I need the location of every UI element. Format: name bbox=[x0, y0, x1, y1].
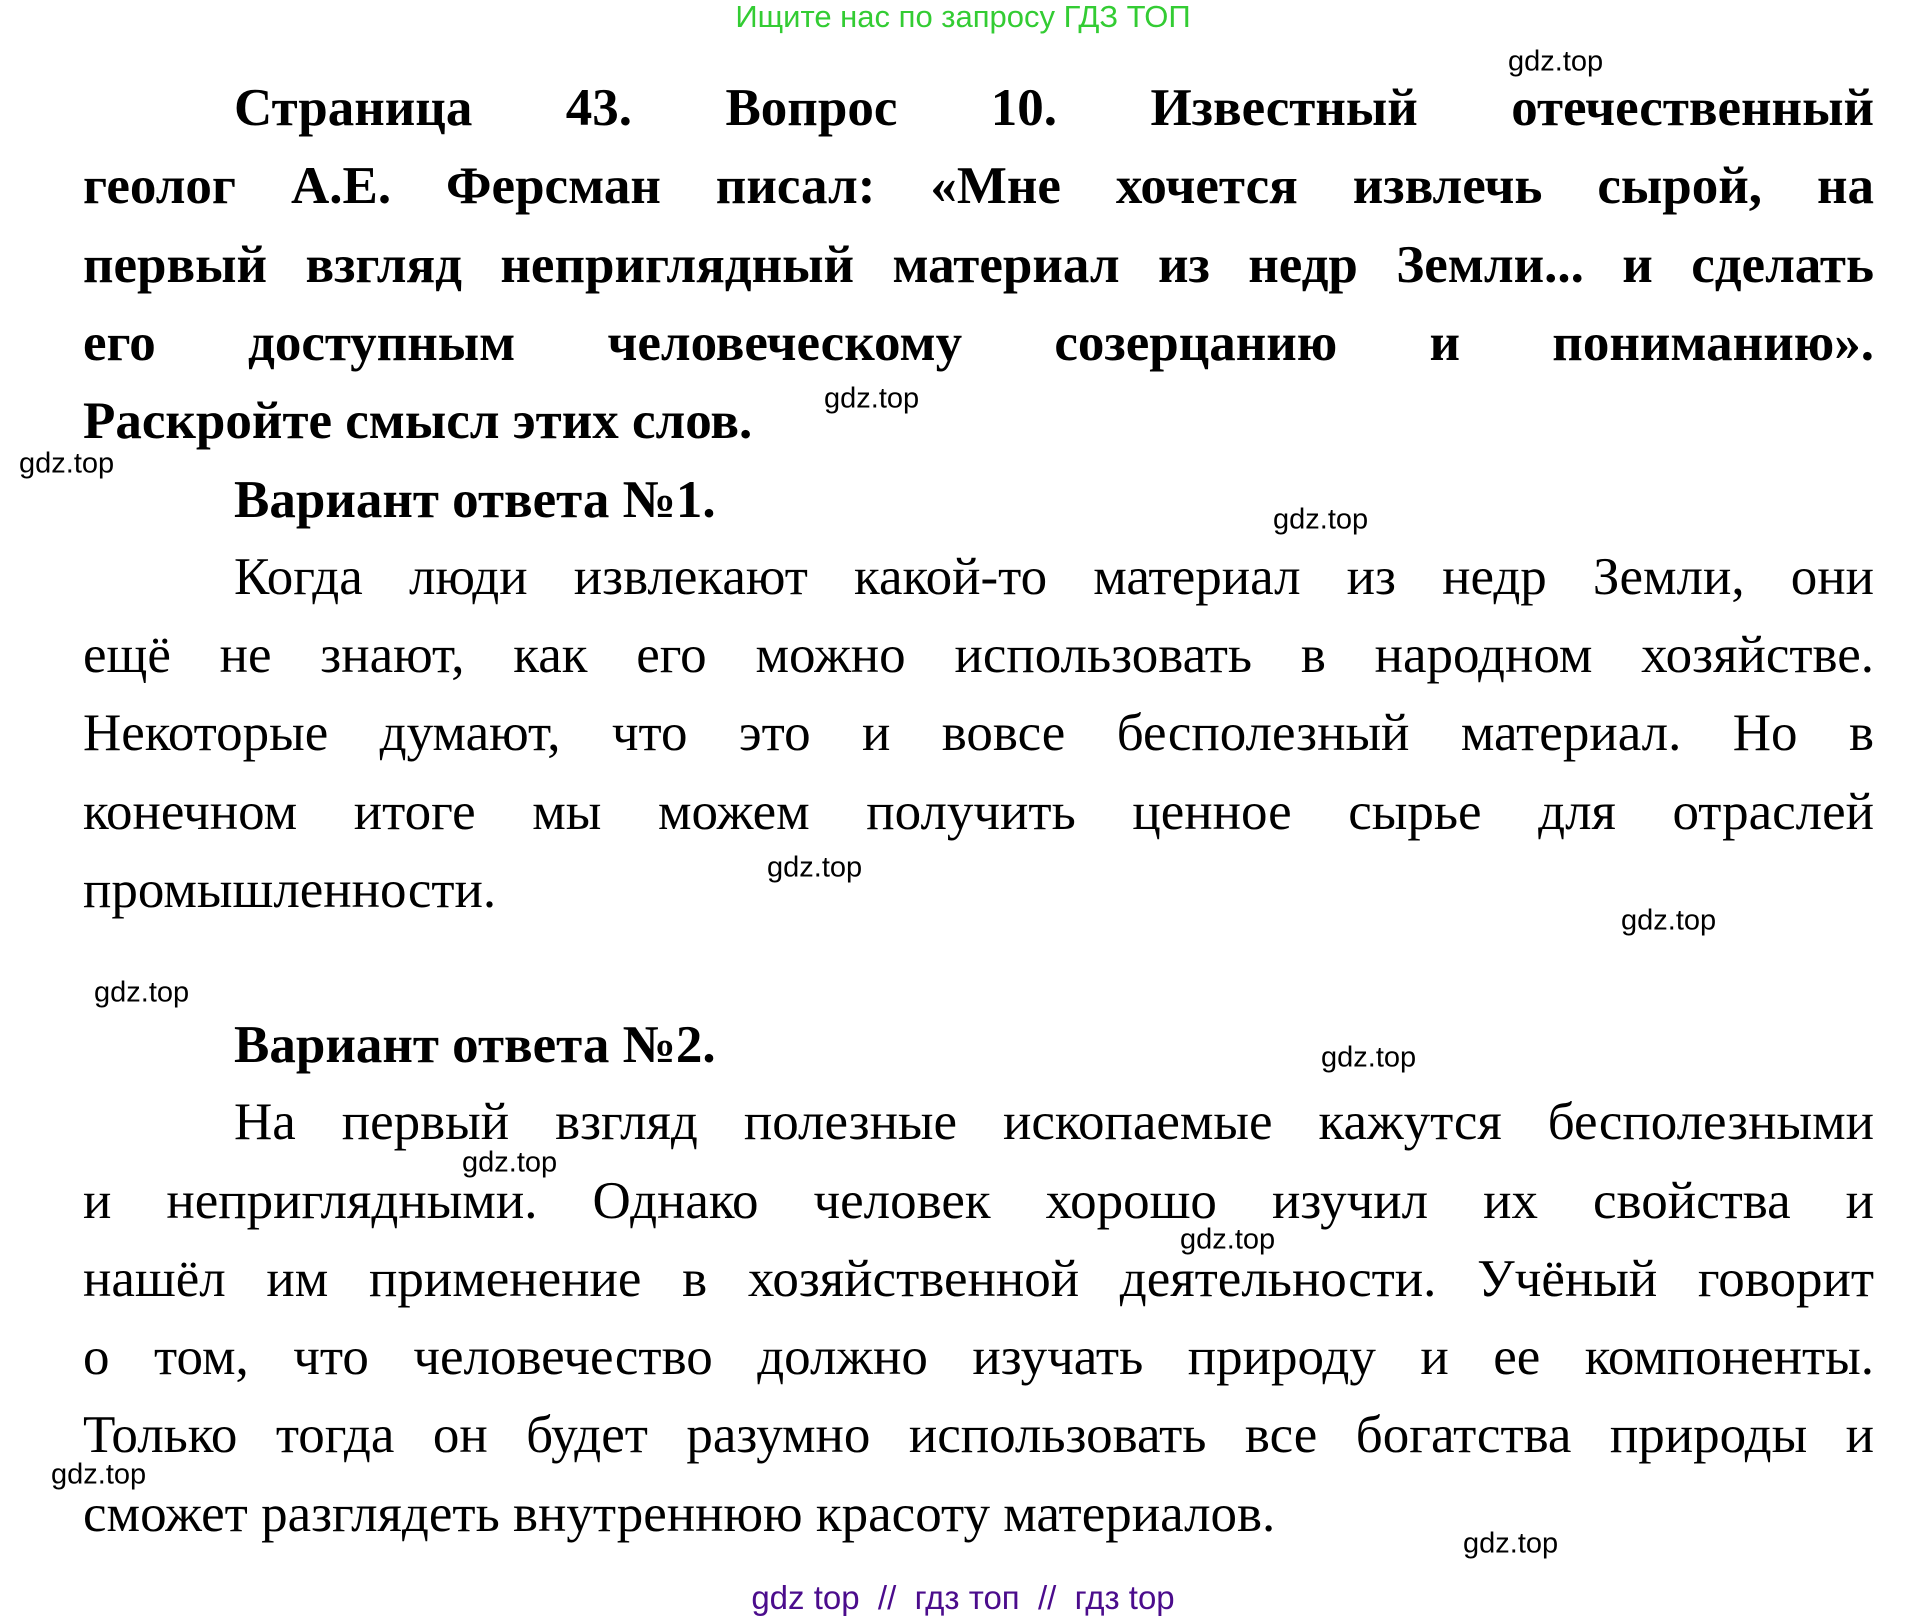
answer2-line: сможет разглядеть внутреннюю красоту материалов. bbox=[83, 1485, 1276, 1543]
answer2-line: Только тогда он будет разумно использовать все богатства природы и bbox=[83, 1406, 1874, 1464]
answer2-line: нашёл им применение в хозяйственной деятельности. Учёный говорит bbox=[83, 1250, 1874, 1308]
answer1-line: промышленности. bbox=[83, 861, 497, 919]
watermark: gdz.top bbox=[1180, 1223, 1276, 1256]
question-line: его доступным человеческому созерцанию и пониманию». bbox=[83, 314, 1874, 372]
answer2-heading: Вариант ответа №2. bbox=[234, 1016, 716, 1074]
watermark: gdz.top bbox=[1508, 45, 1604, 78]
answer2-line: о том, что человечество должно изучать природу и ее компоненты. bbox=[83, 1328, 1874, 1386]
answer1-heading: Вариант ответа №1. bbox=[234, 471, 716, 529]
watermark: gdz.top bbox=[824, 382, 920, 415]
answer1-line: Когда люди извлекают какой-то материал из недр Земли, они bbox=[234, 548, 1874, 606]
top-banner: Ищите нас по запросу ГДЗ ТОП bbox=[735, 0, 1191, 34]
question-line: первый взгляд неприглядный материал из недр Земли... и сделать bbox=[83, 236, 1874, 294]
answer2-line: На первый взгляд полезные ископаемые кажутся бесполезными bbox=[234, 1093, 1874, 1151]
answer1-line: Некоторые думают, что это и вовсе бесполезный материал. Но в bbox=[83, 704, 1874, 762]
question-line: Раскройте смысл этих слов. bbox=[83, 392, 753, 450]
watermark: gdz.top bbox=[19, 447, 115, 480]
watermark: gdz.top bbox=[1321, 1041, 1417, 1074]
question-line: Страница 43. Вопрос 10. Известный отечественный bbox=[234, 79, 1874, 137]
watermark: gdz.top bbox=[1273, 503, 1369, 536]
answer1-line: ещё не знают, как его можно использовать в народном хозяйстве. bbox=[83, 626, 1874, 684]
watermark: gdz.top bbox=[94, 976, 190, 1009]
watermark: gdz.top bbox=[462, 1146, 558, 1179]
watermark: gdz.top bbox=[51, 1458, 147, 1491]
answer2-line: и неприглядными. Однако человек хорошо изучил их свойства и bbox=[83, 1172, 1874, 1230]
question-line: геолог А.Е. Ферсман писал: «Мне хочется извлечь сырой, на bbox=[83, 157, 1874, 215]
watermark: gdz.top bbox=[1463, 1527, 1559, 1560]
answer1-line: конечном итоге мы можем получить ценное сырье для отраслей bbox=[83, 783, 1874, 841]
watermark: gdz.top bbox=[767, 851, 863, 884]
footer-links: gdz top // гдз топ // гдз top bbox=[751, 1579, 1175, 1616]
watermark: gdz.top bbox=[1621, 904, 1717, 937]
